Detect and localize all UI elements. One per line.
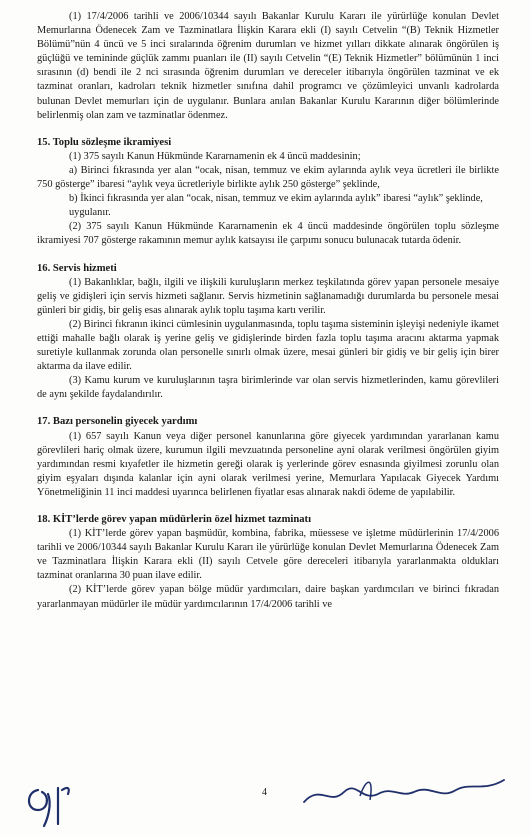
- section-15-title: 15. Toplu sözleşme ikramiyesi: [37, 136, 172, 148]
- section-17-title: 17. Bazı personelin giyecek yardımı: [37, 416, 198, 428]
- signature-right: [300, 772, 510, 814]
- section-16-title: 16. Servis hizmeti: [37, 262, 117, 274]
- section-18-paragraph-1: (1) KİT’lerde görev yapan başmüdür, kombina, fabrika, müessese ve işletme müdürlerinin 17/4/2006 tarihli ve 2006/10344 sayılı Bakanlar Kurulu Kararı ile yürürlüğe konulan Devlet Memurlarına Ödenecek Zam ve Tazminatlara İlişkin Karara ekli (II) sayılı Cetvele göre dereceleri itibarıyla yararlanmakta oldukları tazminat oranlarına 30 puan ilave edilir.: [37, 528, 499, 582]
- section-15-paragraph-1: (1) 375 sayılı Kanun Hükmünde Kararnamenin ek 4 üncü maddesinin;: [69, 150, 361, 162]
- section-16-paragraph-1: (1) Bakanlıklar, bağlı, ilgili ve ilişkili kuruluşların merkez teşkilatında görev yapan personele mesaiye geliş ve gidişleri için servis hizmeti sağlanır. Servis hizmetinin sağlanamadığı durumlarda bu personele mesai günleri bir gidiş, bir geliş esas alınarak aylık toplu taşıma kartı verilir.: [37, 276, 499, 316]
- section-15-closing: uygulanır.: [69, 207, 111, 219]
- section-18-title: 18. KİT’lerde görev yapan müdürlerin özel hizmet tazminatı: [37, 514, 312, 525]
- intro-paragraph: (1) 17/4/2006 tarihli ve 2006/10344 sayılı Bakanlar Kurulu Kararı ile yürürlüğe konulan Devlet Memurlarına Ödenecek Zam ve Tazminatlara İlişkin Karara ekli (I) sayılı Cetvelin “(B) Teknik Hizmetler Bölümü”nün 4 üncü ve 5 inci sıralarında öğrenim durumları ve hizmet yılları dikkate alınarak öngörülen iş güçlüğü ve temininde güçlük zammı puanları ile (II) sayılı Cetvelin “(E) Teknik Hizmetler” bölümünün 1 inci sırasının (d) bendi ile 2 nci sırasında öğrenim durumları ve dereceler itibarıyla öngörülen tazminat ve ek tazminat oranları, kadroları teknik hizmetler sınıfına dahil programcı ve çözümleyici unvanlı kadrolarda bulunan Devlet memurları için de uygulanır. Bunlara anılan Bakanlar Kurulu Kararının diğer bölümlerinde belirlenmiş olan zam ve tazminatlar ödenmez.: [37, 11, 499, 121]
- section-18-paragraph-2: (2) KİT’lerde görev yapan bölge müdür yardımcıları, daire başkan yardımcıları ve birinci fıkradan yararlanmayan müdürler ile müdür yardımcılarının 17/4/2006 tarihli ve: [37, 584, 499, 610]
- signature-initials-left: [18, 780, 98, 830]
- section-15-item-b: b) İkinci fıkrasında yer alan “ocak, nisan, temmuz ve ekim aylarında aylık” ibaresi “aylık” şeklinde,: [69, 193, 483, 205]
- document-page: [37, 10, 499, 612]
- section-15-paragraph-2: (2) 375 sayılı Kanun Hükmünde Kararnamenin ek 4 üncü maddesinde öngörülen toplu sözleşme ikramiyesi 707 gösterge rakamının memur aylık katsayısı ile çarpımı sonucu bulunacak tutarda ödenir.: [37, 221, 499, 247]
- section-15-item-a: a) Birinci fıkrasında yer alan “ocak, nisan, temmuz ve ekim aylarında aylık veya ücretleri ile birlikte 750 gösterge” ibaresi “aylık veya ücretleriyle birlikte aylık 250 gösterge” şeklinde,: [37, 164, 499, 191]
- section-16-paragraph-3: (3) Kamu kurum ve kuruluşlarının taşra birimlerinde var olan servis hizmetlerinden, kamu görevlileri de aynı şekilde faydalandırılır.: [37, 375, 499, 401]
- page-number: 4: [262, 787, 267, 798]
- section-16-paragraph-2: (2) Birinci fıkranın ikinci cümlesinin uygulanmasında, toplu taşıma sisteminin işleyişi nedeniyle ikamet ettiği mahalle bağlı olarak iş yerine geliş ve gidişlerinde birden fazla toplu taşıma aracını aktarma yapmak suretiyle kullanmak zorunda olan personelle sınırlı olmak üzere, mesai günleri bir gidiş ve bir geliş için birer aktarma da ilave edilir.: [37, 318, 499, 373]
- section-17-paragraph-1: (1) 657 sayılı Kanun veya diğer personel kanunlarına göre giyecek yardımından yararlanan kamu görevlileri hariç olmak üzere, kurumun ilgili mevzuatında personeline ayni olarak verilmesi öngörülen giyim yardımından resmi kıyafetler ile hizmetin gereği olarak iş yerlerinde görev esnasında giyilmesi zorunlu olan giyim eşyaları dışında kalanlar için ayni olarak verilmesi yerine, Memurlara Yapılacak Giyecek Yardımı Yönetmeliğinin 11 inci maddesi uyarınca belirlenen fiyatlar esas alınarak nakdi ödeme de yapılabilir.: [37, 430, 499, 498]
